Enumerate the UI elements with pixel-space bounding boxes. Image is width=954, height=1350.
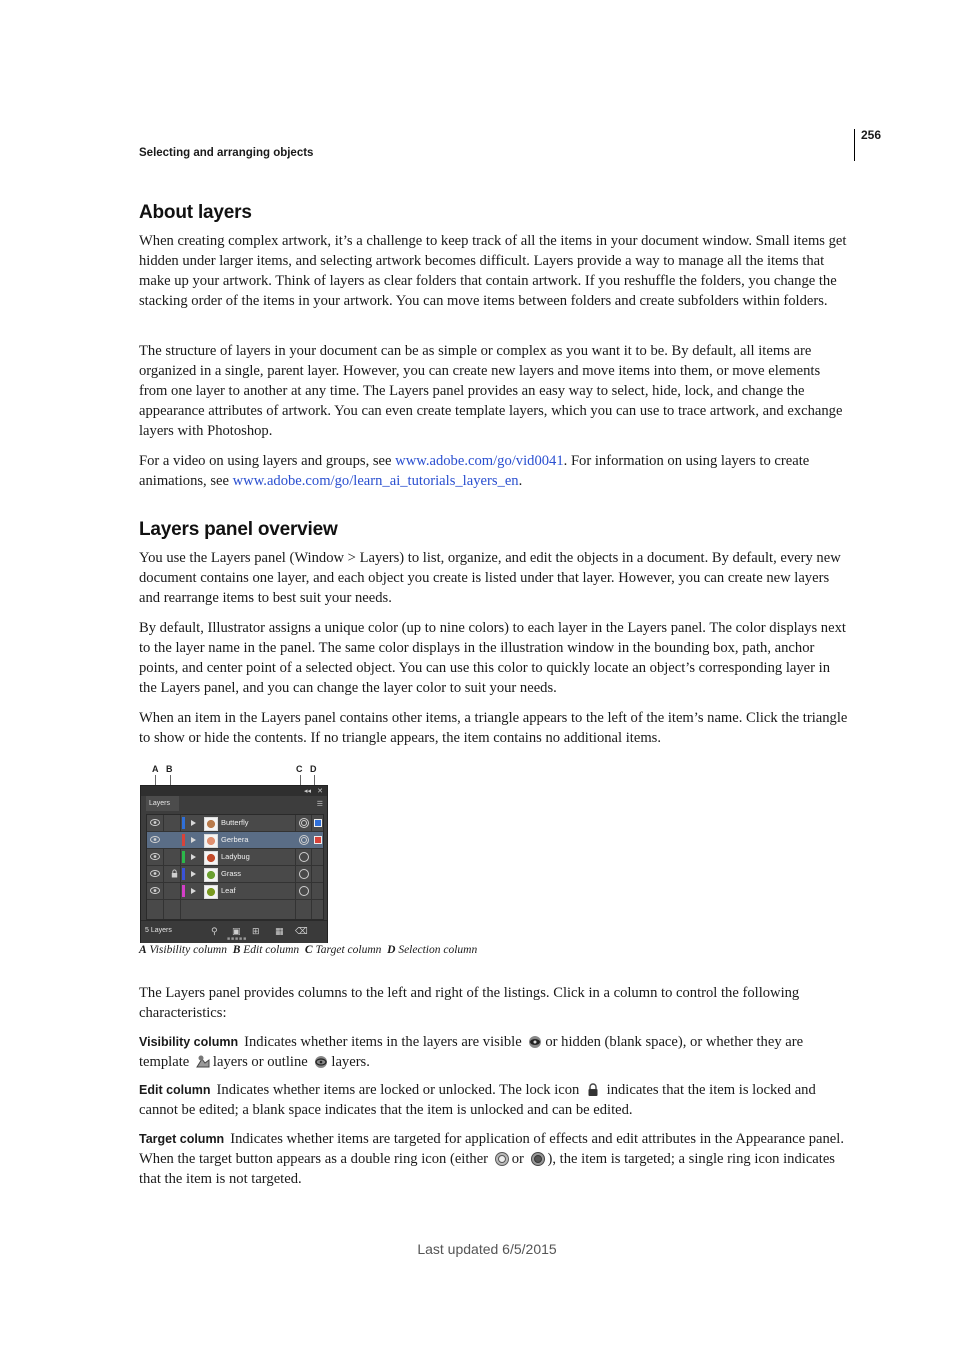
layers-panel-figure bbox=[139, 764, 329, 942]
panel-title-bar bbox=[141, 786, 327, 796]
single-ring-target-icon[interactable] bbox=[299, 852, 309, 862]
text-run: Indicates whether items in the layers are visible bbox=[244, 1034, 526, 1050]
section-title-about-layers: About layers bbox=[139, 202, 252, 223]
double-ring-icon bbox=[494, 1151, 510, 1166]
locate-object-icon[interactable]: ⚲ bbox=[211, 926, 218, 936]
about-paragraph-2: The structure of layers in your document can be as simple or complex as you want it to be. By default, all items are organized in a single, parent layer. However, you can create new layers and move items into them, or move elements from one layer to another at any time. The Layers panel provides an easy way to select, hide, lock, and change the appearance attributes of artwork. You can even create template layers, which you can use to trace artwork, and exchange layers with Photoshop. bbox=[139, 343, 843, 439]
expand-triangle-icon[interactable] bbox=[191, 820, 196, 826]
layer-row[interactable] bbox=[147, 849, 323, 866]
layer-color-bar bbox=[182, 885, 185, 897]
visibility-eye-icon[interactable] bbox=[150, 819, 160, 826]
single-ring-target-icon[interactable] bbox=[299, 869, 309, 879]
layer-color-bar bbox=[182, 817, 185, 829]
caption-text-c: Target column bbox=[315, 944, 382, 956]
text-run: layers or outline bbox=[212, 1054, 312, 1070]
layer-thumbnail bbox=[204, 817, 218, 831]
definition-visibility bbox=[139, 1032, 851, 1072]
text-run: or bbox=[511, 1151, 528, 1167]
eye-icon bbox=[527, 1034, 543, 1049]
text-run: indicates that the item is locked and cannot be edited; a blank space indicates that the item is unlocked and can be edited. bbox=[139, 1082, 816, 1118]
callout-a: A bbox=[152, 764, 159, 774]
double-ring-filled-icon bbox=[530, 1151, 546, 1166]
close-icon[interactable]: ✕ bbox=[317, 788, 323, 795]
definition-target bbox=[139, 1129, 851, 1189]
text-run: Indicates whether items are locked or unlocked. The lock icon bbox=[216, 1082, 583, 1098]
new-sublayer-icon[interactable]: ⊞ bbox=[252, 926, 260, 936]
caption-text-d: Selection column bbox=[398, 944, 478, 956]
panel-footer bbox=[141, 920, 327, 943]
expand-triangle-icon[interactable] bbox=[191, 837, 196, 843]
definition-edit bbox=[139, 1080, 851, 1120]
expand-triangle-icon[interactable] bbox=[191, 854, 196, 860]
text-run: For a video on using layers and groups, see bbox=[139, 453, 396, 469]
delete-layer-icon[interactable]: ⌫ bbox=[295, 926, 308, 936]
caption-key-c: C bbox=[304, 944, 313, 956]
last-updated: Last updated 6/5/2015 bbox=[417, 1241, 557, 1257]
layer-thumbnail bbox=[204, 851, 218, 865]
layers-tab[interactable]: Layers bbox=[146, 796, 179, 811]
panel-paragraph-2: By default, Illustrator assigns a unique color (up to nine colors) to each layer in the Layers panel. The color displays next to the layer name in the panel. The same color displays in the illustration window in the bounding box, path, anchor points, and center point of a selected object. You can use this color to quickly locate an object’s corresponding layer in the Layers panel, and you can change the layer color to suit your needs. bbox=[139, 620, 846, 696]
visibility-eye-icon[interactable] bbox=[150, 853, 160, 860]
visibility-eye-icon[interactable] bbox=[150, 870, 160, 877]
panel-paragraph-3: When an item in the Layers panel contains other items, a triangle appears to the left of the item’s name. Click the triangle to show or hide the contents. If no triangle appears, the item contains no additional items. bbox=[139, 710, 848, 746]
visibility-eye-icon[interactable] bbox=[150, 836, 160, 843]
page-number: 256 bbox=[861, 128, 882, 142]
caption-text-b: Edit column bbox=[243, 944, 300, 956]
layer-color-bar bbox=[182, 868, 185, 880]
double-ring-target-icon[interactable] bbox=[299, 818, 309, 828]
layer-row[interactable] bbox=[147, 815, 323, 832]
caption-key-b: B bbox=[232, 944, 241, 956]
about-paragraph-1: When creating complex artwork, it’s a challenge to keep track of all the items in your document window. Small items get hidden under larger items, and selecting artwork becomes difficult. Layers provide a way to manage all the items that make up your artwork. Think of layers as clear folders that contain artwork. If you reshuffle the folders, you change the stacking order of the items in your artwork. You can move items between folders and create subfolders within folders. bbox=[139, 233, 847, 309]
layer-row[interactable] bbox=[147, 883, 323, 900]
layer-list bbox=[146, 814, 324, 920]
visibility-eye-icon[interactable] bbox=[150, 887, 160, 894]
template-icon bbox=[195, 1054, 211, 1069]
panel-paragraph-1: You use the Layers panel (Window > Layers) to list, organize, and edit the objects in a document. By default, every new document contains one layer, and each object you create is listed under that layer. However, you can create new layers and rearrange items to best suit your needs. bbox=[139, 550, 841, 606]
double-ring-target-icon[interactable] bbox=[299, 835, 309, 845]
layer-thumbnail bbox=[204, 868, 218, 882]
caption-key-a: A bbox=[139, 944, 147, 956]
text-run: . For information on using layers to create animations, see bbox=[139, 453, 810, 489]
running-head: Selecting and arranging objects bbox=[139, 147, 314, 159]
layer-color-bar bbox=[182, 834, 185, 846]
expand-triangle-icon[interactable] bbox=[191, 871, 196, 877]
term-edit-column: Edit column bbox=[139, 1083, 211, 1097]
layer-name[interactable]: Grass bbox=[221, 869, 242, 878]
outline-eye-icon bbox=[313, 1054, 329, 1069]
collapse-icon[interactable]: ◂◂ bbox=[303, 788, 311, 795]
text-run: Indicates whether items are targeted for application of effects and edit attributes in the Appearance panel. When the target button appears as a double ring icon (either bbox=[139, 1131, 844, 1167]
layer-name[interactable]: Gerbera bbox=[221, 835, 249, 844]
layer-thumbnail bbox=[204, 834, 218, 848]
panel-menu-icon[interactable]: ☰ bbox=[316, 801, 323, 808]
text-run: ), the item is targeted; a single ring icon indicates that the item is not targeted. bbox=[139, 1151, 835, 1187]
text-run: layers. bbox=[331, 1054, 370, 1070]
selection-square-icon[interactable] bbox=[314, 836, 322, 844]
clipping-mask-icon[interactable]: ▣ bbox=[232, 926, 241, 936]
section-title-layers-panel-overview: Layers panel overview bbox=[139, 519, 338, 540]
video-link[interactable]: www.adobe.com/go/vid0041 bbox=[395, 453, 564, 469]
callout-b: B bbox=[166, 764, 173, 774]
layer-row[interactable] bbox=[147, 832, 323, 849]
figure-caption bbox=[139, 944, 477, 956]
caption-key-d: D bbox=[387, 944, 396, 956]
selection-square-icon[interactable] bbox=[314, 819, 322, 827]
resize-grip-icon[interactable]: ■■■■■ bbox=[227, 936, 248, 942]
page-footer bbox=[0, 1241, 954, 1257]
term-target-column: Target column bbox=[139, 1132, 225, 1146]
lock-icon[interactable] bbox=[171, 869, 178, 878]
layer-name[interactable]: Leaf bbox=[221, 886, 236, 895]
new-layer-icon[interactable]: ▦ bbox=[275, 926, 284, 936]
layer-color-bar bbox=[182, 851, 185, 863]
about-paragraph-3 bbox=[139, 451, 851, 491]
text-run: . bbox=[518, 473, 523, 489]
caption-text-a: Visibility column bbox=[149, 944, 227, 956]
layer-name[interactable]: Ladybug bbox=[221, 852, 250, 861]
term-visibility-column: Visibility column bbox=[139, 1035, 239, 1049]
tutorial-link[interactable]: www.adobe.com/go/learn_ai_tutorials_layers_en bbox=[232, 473, 519, 489]
text-run: or hidden (blank space), or whether they are template bbox=[139, 1034, 804, 1070]
layer-name[interactable]: Butterfly bbox=[221, 818, 249, 827]
expand-triangle-icon[interactable] bbox=[191, 888, 196, 894]
header-rule bbox=[854, 129, 855, 161]
layers-panel bbox=[140, 785, 328, 943]
layer-count: 5 Layers bbox=[145, 927, 172, 934]
callout-c: C bbox=[296, 764, 303, 774]
single-ring-target-icon[interactable] bbox=[299, 886, 309, 896]
columns-intro: The Layers panel provides columns to the left and right of the listings. Click in a column to control the following characteristics: bbox=[139, 985, 800, 1021]
callout-d: D bbox=[310, 764, 317, 774]
layer-thumbnail bbox=[204, 885, 218, 899]
layer-row[interactable] bbox=[147, 866, 323, 883]
lock-icon bbox=[585, 1082, 601, 1097]
